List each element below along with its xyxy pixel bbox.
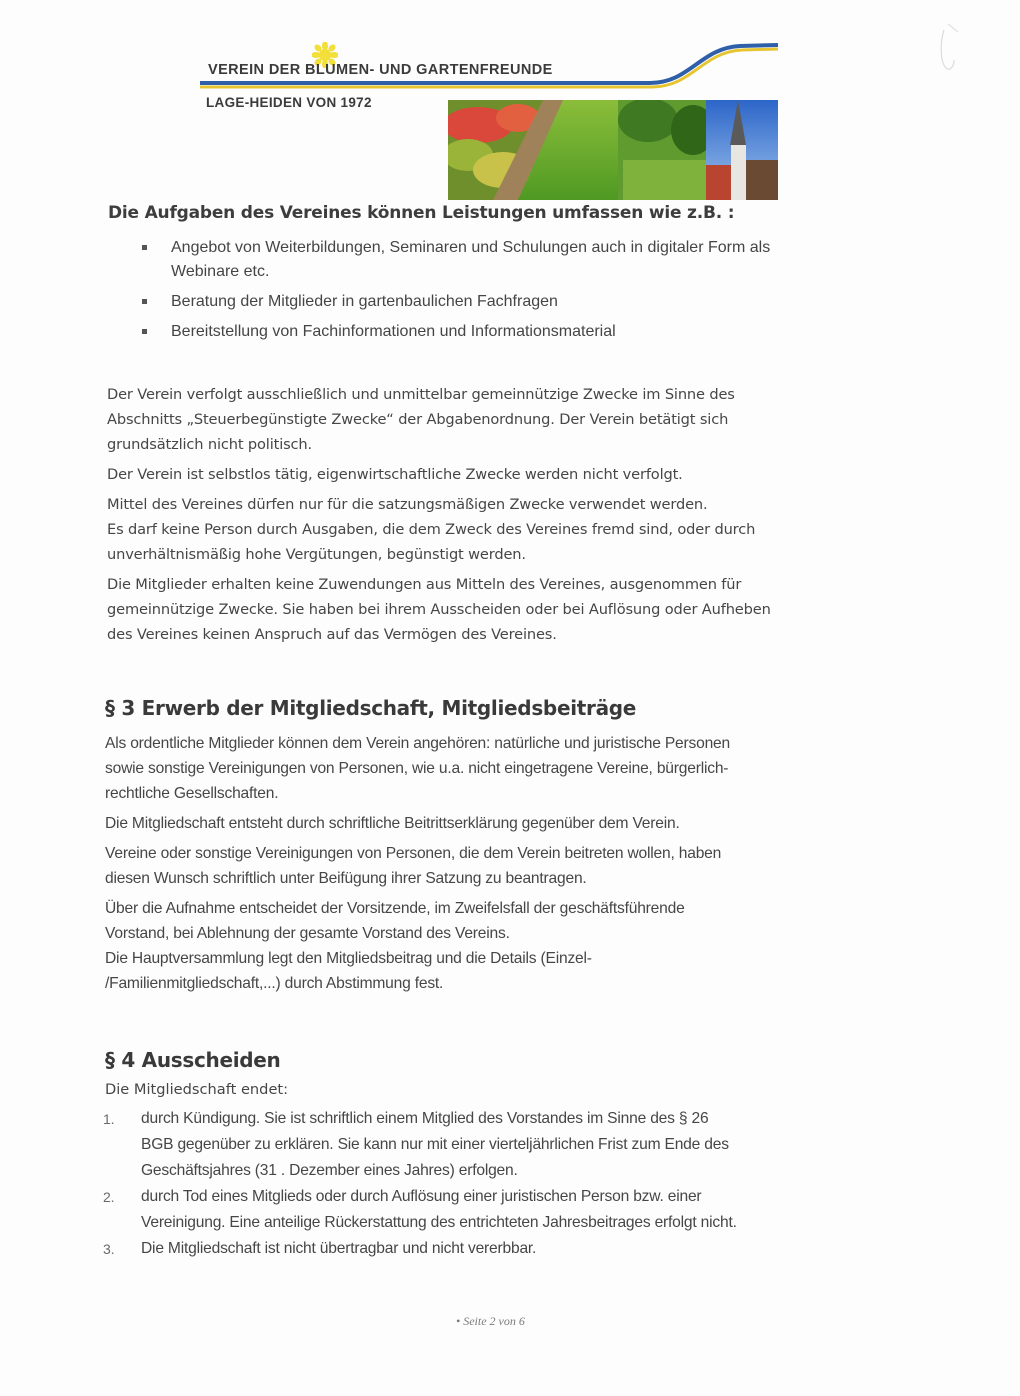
paragraph: Über die Aufnahme entscheidet der Vorsitzende, im Zweifelsfall der geschäftsführende Vorstand, bei Ablehnung der gesamte Vorstand des Vereins. xyxy=(105,900,685,942)
garden-church-photo xyxy=(448,100,778,200)
page-number: • Seite 2 von 6 xyxy=(456,1314,525,1328)
paragraph: Der Verein verfolgt ausschließlich und unmittelbar gemeinnützige Zwecke im Sinne des Abschnitts „Steuerbegünstigte Zwecke“ der Abgabenordnung. Der Verein betätigt sich grundsätzlich nicht politisch. xyxy=(107,386,735,453)
square-bullet-icon xyxy=(142,245,147,250)
paragraph: Die Mitglieder erhalten keine Zuwendungen aus Mitteln des Vereines, ausgenommen für gemeinnützige Zwecke. Sie haben bei ihrem Ausscheiden oder bei Auflösung oder Aufheben des Vereines keinen Anspruch auf das Vermögen des Vereines. xyxy=(107,576,771,643)
square-bullet-icon xyxy=(142,329,147,334)
paragraph: Die Hauptversammlung legt den Mitgliedsbeitrag und die Details (Einzel- /Familienmitgliedschaft,...) durch Abstimmung fest. xyxy=(105,950,592,992)
paragraph: Vereine oder sonstige Vereinigungen von Personen, die dem Verein beitreten wollen, haben diesen Wunsch schriftlich unter Beifügung ihrer Satzung zu beantragen. xyxy=(105,845,722,887)
list-item: 2. durch Tod eines Mitglieds oder durch Auflösung einer juristischen Person bzw. einer Vereinigung. Eine anteilige Rückerstattung des entrichteten Jahresbeitrages erfolgt nicht. xyxy=(103,1184,903,1236)
club-name: VEREIN DER BLUMEN- UND GARTENFREUNDE xyxy=(208,62,553,78)
section-3-heading: § 3 Erwerb der Mitgliedschaft, Mitgliedsbeiträge xyxy=(105,696,637,720)
list-item: Beratung der Mitglieder in gartenbaulichen Fachfragen xyxy=(140,290,900,314)
section-3-body xyxy=(105,731,905,1001)
paragraph: Als ordentliche Mitglieder können dem Verein angehören: natürliche und juristische Personen sowie sonstige Vereinigungen von Personen, wie u.a. nicht eingetragene Vereine, bürgerlich- rechtliche Gesellschaften. xyxy=(105,735,730,802)
section-4-heading: § 4 Ausscheiden xyxy=(105,1048,281,1072)
paragraph: Es darf keine Person durch Ausgaben, die dem Zweck des Vereines fremd sind, oder durch unverhältnismäßig hohe Vergütungen, begünstigt werden. xyxy=(107,521,756,563)
list-number: 3. xyxy=(103,1241,115,1257)
paragraph: Mittel des Vereines dürfen nur für die satzungsmäßigen Zwecke verwendet werden. xyxy=(107,496,708,513)
list-item: Bereitstellung von Fachinformationen und Informationsmaterial xyxy=(140,320,900,344)
list-item: 3. Die Mitgliedschaft ist nicht übertragbar und nicht vererbbar. xyxy=(103,1236,903,1262)
tasks-heading: Die Aufgaben des Vereines können Leistungen umfassen wie z.B. : xyxy=(108,203,735,223)
list-number: 2. xyxy=(103,1189,115,1205)
paragraph: Die Mitgliedschaft entsteht durch schriftliche Beitrittserklärung gegenüber dem Verein. xyxy=(105,815,680,832)
section-4-lead: Die Mitgliedschaft endet: xyxy=(105,1081,289,1098)
tasks-list xyxy=(140,236,900,350)
letterhead xyxy=(200,40,780,165)
club-location-year: LAGE-HEIDEN VON 1972 xyxy=(206,95,372,110)
paragraph: Der Verein ist selbstlos tätig, eigenwirtschaftliche Zwecke werden nicht verfolgt. xyxy=(107,466,683,483)
purpose-section xyxy=(107,382,907,652)
list-number: 1. xyxy=(103,1111,115,1127)
square-bullet-icon xyxy=(142,299,147,304)
list-item: Angebot von Weiterbildungen, Seminaren und Schulungen auch in digitaler Form als Webinare etc. xyxy=(140,236,900,284)
list-item: 1. durch Kündigung. Sie ist schriftlich einem Mitglied des Vorstandes im Sinne des § 26 BGB gegenüber zu erklären. Sie kann nur mit einer vierteljährlichen Frist zum Ende des Geschäftsjahres (31 . Dezember eines Jahres) erfolgen. xyxy=(103,1106,903,1184)
scan-artifact xyxy=(938,22,962,74)
termination-list xyxy=(103,1106,903,1262)
